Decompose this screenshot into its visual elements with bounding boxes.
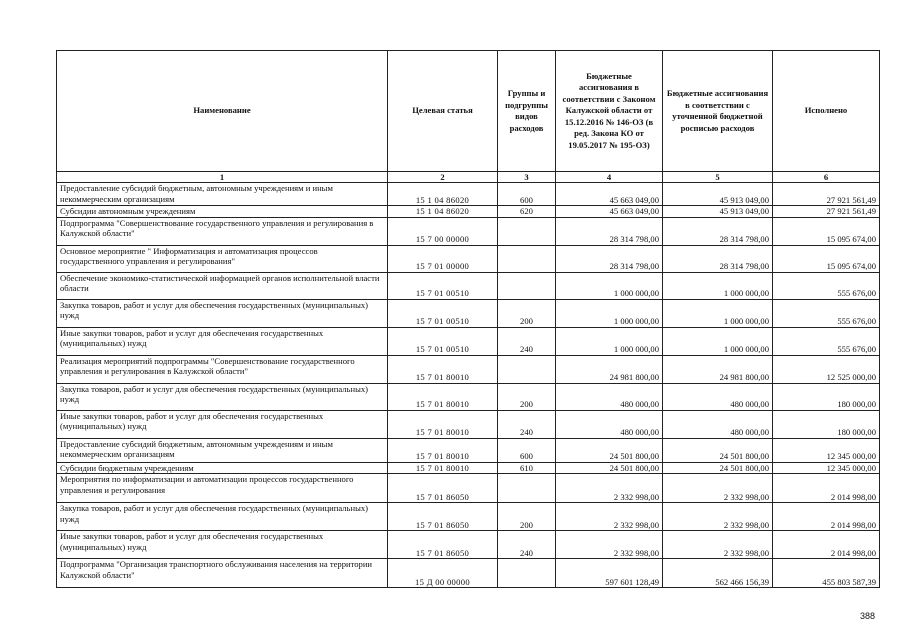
table-row [57,183,880,206]
table-row [57,410,880,438]
row-name: Обеспечение экономико-статистической информацией органов исполнительной власти области [57,272,388,299]
row-refined-amount: 2 332 998,00 [663,531,773,559]
row-executed-amount: 555 676,00 [773,272,880,299]
table-row [57,245,880,272]
row-target-article: 15 7 01 80010 [388,438,498,462]
row-target-article: 15 7 01 80010 [388,410,498,438]
row-name: Предоставление субсидий бюджетным, автономным учреждениям и иным некоммерческим организациям [57,183,388,206]
header-name: Наименование [57,51,388,172]
row-refined-amount: 28 314 798,00 [663,245,773,272]
row-law-amount: 480 000,00 [556,383,663,410]
row-executed-amount: 2 014 998,00 [773,474,880,503]
row-executed-amount: 12 345 000,00 [773,462,880,474]
header-law-allocations: Бюджетные ассигнования в соответствии с Законом Калужской области от 15.12.2016 № 146-ОЗ (в ред. Закона КО от 19.05.2017 № 195-ОЗ) [556,51,663,172]
row-law-amount: 597 601 128,49 [556,559,663,588]
row-expense-group: 240 [498,531,556,559]
row-refined-amount: 45 913 049,00 [663,206,773,218]
row-refined-amount: 2 332 998,00 [663,503,773,531]
table-row [57,299,880,327]
row-name: Иные закупки товаров, работ и услуг для обеспечения государственных (муниципальных) нужд [57,327,388,355]
row-executed-amount: 27 921 561,49 [773,183,880,206]
row-expense-group [498,245,556,272]
table-row [57,217,880,245]
budget-table-sheet [56,50,879,588]
row-expense-group: 600 [498,438,556,462]
column-number: 5 [663,172,773,183]
row-law-amount: 45 663 049,00 [556,206,663,218]
row-target-article: 15 7 01 80010 [388,383,498,410]
row-refined-amount: 2 332 998,00 [663,474,773,503]
row-law-amount: 28 314 798,00 [556,217,663,245]
row-law-amount: 1 000 000,00 [556,299,663,327]
row-target-article: 15 7 01 86050 [388,474,498,503]
row-target-article: 15 1 04 86020 [388,206,498,218]
row-refined-amount: 24 981 800,00 [663,355,773,383]
row-law-amount: 24 981 800,00 [556,355,663,383]
row-executed-amount: 12 345 000,00 [773,438,880,462]
row-target-article: 15 7 01 80010 [388,462,498,474]
row-expense-group [498,355,556,383]
row-law-amount: 2 332 998,00 [556,503,663,531]
row-refined-amount: 24 501 800,00 [663,438,773,462]
row-executed-amount: 27 921 561,49 [773,206,880,218]
row-name: Иные закупки товаров, работ и услуг для обеспечения государственных (муниципальных) нужд [57,410,388,438]
table-row [57,559,880,588]
row-refined-amount: 480 000,00 [663,383,773,410]
column-number-row [57,172,880,183]
row-refined-amount: 24 501 800,00 [663,462,773,474]
row-law-amount: 28 314 798,00 [556,245,663,272]
row-name: Мероприятия по информатизации и автоматизации процессов государственного управления и регулирования [57,474,388,503]
row-expense-group: 600 [498,183,556,206]
row-law-amount: 24 501 800,00 [556,438,663,462]
table-row [57,438,880,462]
row-executed-amount: 455 803 587,39 [773,559,880,588]
row-law-amount: 2 332 998,00 [556,531,663,559]
row-expense-group: 240 [498,327,556,355]
row-target-article: 15 7 01 86050 [388,531,498,559]
row-name: Основное мероприятие " Информатизация и автоматизация процессов государственного управления и регулирования" [57,245,388,272]
row-expense-group [498,474,556,503]
row-executed-amount: 15 095 674,00 [773,245,880,272]
row-law-amount: 2 332 998,00 [556,474,663,503]
row-name: Подпрограмма "Совершенствование государственного управления и регулирования в Калужской области" [57,217,388,245]
row-refined-amount: 1 000 000,00 [663,327,773,355]
row-target-article: 15 7 01 00000 [388,245,498,272]
column-number: 4 [556,172,663,183]
table-row [57,272,880,299]
column-number: 3 [498,172,556,183]
row-law-amount: 480 000,00 [556,410,663,438]
row-executed-amount: 555 676,00 [773,299,880,327]
row-target-article: 15 7 01 86050 [388,503,498,531]
row-name: Закупка товаров, работ и услуг для обеспечения государственных (муниципальных) нужд [57,503,388,531]
row-expense-group: 240 [498,410,556,438]
column-number: 2 [388,172,498,183]
row-refined-amount: 45 913 049,00 [663,183,773,206]
row-expense-group: 200 [498,299,556,327]
row-executed-amount: 2 014 998,00 [773,531,880,559]
header-expense-groups: Группы и подгруппы видов расходов [498,51,556,172]
row-expense-group: 200 [498,503,556,531]
table-row [57,383,880,410]
row-target-article: 15 7 00 00000 [388,217,498,245]
table-row [57,462,880,474]
table-row [57,355,880,383]
row-name: Субсидии автономным учреждениям [57,206,388,218]
row-expense-group: 620 [498,206,556,218]
row-name: Закупка товаров, работ и услуг для обеспечения государственных (муниципальных) нужд [57,299,388,327]
row-law-amount: 1 000 000,00 [556,327,663,355]
budget-table [56,50,880,588]
row-executed-amount: 15 095 674,00 [773,217,880,245]
table-row [57,327,880,355]
header-row [57,51,880,172]
row-refined-amount: 1 000 000,00 [663,272,773,299]
page-number: 388 [860,611,876,621]
row-executed-amount: 12 525 000,00 [773,355,880,383]
row-name: Реализация мероприятий подпрограммы "Совершенствование государственного управления и регулирования в Калужской области" [57,355,388,383]
row-refined-amount: 28 314 798,00 [663,217,773,245]
row-expense-group [498,559,556,588]
row-target-article: 15 7 01 00510 [388,327,498,355]
row-executed-amount: 555 676,00 [773,327,880,355]
row-refined-amount: 480 000,00 [663,410,773,438]
row-law-amount: 1 000 000,00 [556,272,663,299]
row-target-article: 15 7 01 80010 [388,355,498,383]
row-target-article: 15 Д 00 00000 [388,559,498,588]
table-row [57,474,880,503]
row-name: Субсидии бюджетным учреждениям [57,462,388,474]
row-law-amount: 45 663 049,00 [556,183,663,206]
row-expense-group: 610 [498,462,556,474]
column-number: 6 [773,172,880,183]
row-expense-group: 200 [498,383,556,410]
row-target-article: 15 7 01 00510 [388,299,498,327]
row-expense-group [498,217,556,245]
row-refined-amount: 562 466 156,39 [663,559,773,588]
row-law-amount: 24 501 800,00 [556,462,663,474]
column-number: 1 [57,172,388,183]
header-executed: Исполнено [773,51,880,172]
row-name: Предоставление субсидий бюджетным, автономным учреждениям и иным некоммерческим организациям [57,438,388,462]
row-executed-amount: 180 000,00 [773,383,880,410]
table-row [57,206,880,218]
row-executed-amount: 180 000,00 [773,410,880,438]
table-row [57,531,880,559]
header-target-article: Целевая статья [388,51,498,172]
row-name: Подпрограмма "Организация транспортного обслуживания населения на территории Калужской области" [57,559,388,588]
row-name: Закупка товаров, работ и услуг для обеспечения государственных (муниципальных) нужд [57,383,388,410]
row-expense-group [498,272,556,299]
row-executed-amount: 2 014 998,00 [773,503,880,531]
table-row [57,503,880,531]
row-target-article: 15 7 01 00510 [388,272,498,299]
row-refined-amount: 1 000 000,00 [663,299,773,327]
row-target-article: 15 1 04 86020 [388,183,498,206]
row-name: Иные закупки товаров, работ и услуг для обеспечения государственных (муниципальных) нужд [57,531,388,559]
header-refined-allocations: Бюджетные ассигнования в соответствии с уточненной бюджетной росписью расходов [663,51,773,172]
